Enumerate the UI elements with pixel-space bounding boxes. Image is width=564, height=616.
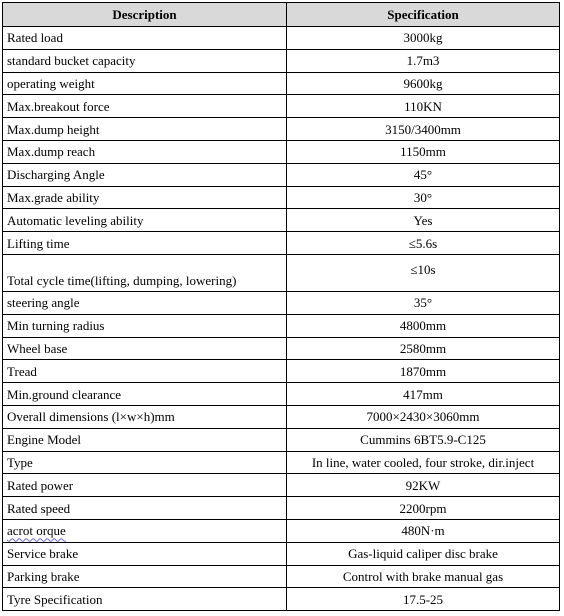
table-row — [3, 140, 560, 163]
table-row — [3, 383, 560, 406]
table-row — [3, 405, 560, 428]
table-row — [3, 27, 560, 50]
table-row — [3, 232, 560, 255]
row-specification: 1150mm — [287, 140, 560, 163]
row-description: Lifting time — [3, 232, 287, 255]
row-description: Discharging Angle — [3, 163, 287, 186]
row-specification: ≤10s — [287, 254, 560, 291]
row-specification: Control with brake manual gas — [287, 565, 560, 588]
row-description: Max.breakout force — [3, 95, 287, 118]
table-row — [3, 588, 560, 611]
row-description: Total cycle time(lifting, dumping, lowering) — [3, 254, 287, 291]
row-description: operating weight — [3, 72, 287, 95]
table-row — [3, 254, 560, 291]
row-specification: 417mm — [287, 383, 560, 406]
table-row — [3, 163, 560, 186]
specification-header: Specification — [287, 3, 560, 27]
row-description: Service brake — [3, 542, 287, 565]
table-row — [3, 519, 560, 542]
row-specification: 3000kg — [287, 27, 560, 50]
row-specification: 2200rpm — [287, 497, 560, 520]
row-description: Automatic leveling ability — [3, 209, 287, 232]
row-specification: 30° — [287, 186, 560, 209]
table-header-row — [3, 3, 560, 27]
table-row — [3, 314, 560, 337]
row-description: Rated power — [3, 474, 287, 497]
row-description: Tread — [3, 360, 287, 383]
row-specification: 1870mm — [287, 360, 560, 383]
table-body — [3, 27, 560, 611]
row-specification: 92KW — [287, 474, 560, 497]
table-row — [3, 565, 560, 588]
table-row — [3, 428, 560, 451]
row-specification: 1.7m3 — [287, 49, 560, 72]
row-specification: ≤5.6s — [287, 232, 560, 255]
row-description: Min turning radius — [3, 314, 287, 337]
description-header: Description — [3, 3, 287, 27]
row-description: standard bucket capacity — [3, 49, 287, 72]
row-description: Engine Model — [3, 428, 287, 451]
table-row — [3, 95, 560, 118]
table-row — [3, 49, 560, 72]
row-specification: 4800mm — [287, 314, 560, 337]
row-specification: 7000×2430×3060mm — [287, 405, 560, 428]
row-specification: 17.5-25 — [287, 588, 560, 611]
table-row — [3, 291, 560, 314]
specification-table — [2, 2, 560, 611]
table-row — [3, 209, 560, 232]
table-row — [3, 118, 560, 141]
row-description: Max.grade ability — [3, 186, 287, 209]
row-description: steering angle — [3, 291, 287, 314]
table-row — [3, 360, 560, 383]
row-description: Rated speed — [3, 497, 287, 520]
table-row — [3, 497, 560, 520]
row-description: Wheel base — [3, 337, 287, 360]
table-row — [3, 186, 560, 209]
row-specification: 110KN — [287, 95, 560, 118]
table-row — [3, 542, 560, 565]
row-specification: 35° — [287, 291, 560, 314]
row-specification: In line, water cooled, four stroke, dir.inject — [287, 451, 560, 474]
table-row — [3, 72, 560, 95]
row-specification: Gas-liquid caliper disc brake — [287, 542, 560, 565]
row-specification: 480N·m — [287, 519, 560, 542]
row-specification: 3150/3400mm — [287, 118, 560, 141]
row-description: acrot orque — [3, 519, 287, 542]
row-description: Tyre Specification — [3, 588, 287, 611]
row-specification: 9600kg — [287, 72, 560, 95]
row-description: Type — [3, 451, 287, 474]
row-specification: 2580mm — [287, 337, 560, 360]
row-specification: 45° — [287, 163, 560, 186]
row-description: Min.ground clearance — [3, 383, 287, 406]
row-description: Rated load — [3, 27, 287, 50]
table-row — [3, 474, 560, 497]
row-description: Overall dimensions (l×w×h)mm — [3, 405, 287, 428]
row-description: Parking brake — [3, 565, 287, 588]
row-description: Max.dump reach — [3, 140, 287, 163]
table-row — [3, 451, 560, 474]
table-row — [3, 337, 560, 360]
row-description: Max.dump height — [3, 118, 287, 141]
row-specification: Yes — [287, 209, 560, 232]
row-specification: Cummins 6BT5.9-C125 — [287, 428, 560, 451]
